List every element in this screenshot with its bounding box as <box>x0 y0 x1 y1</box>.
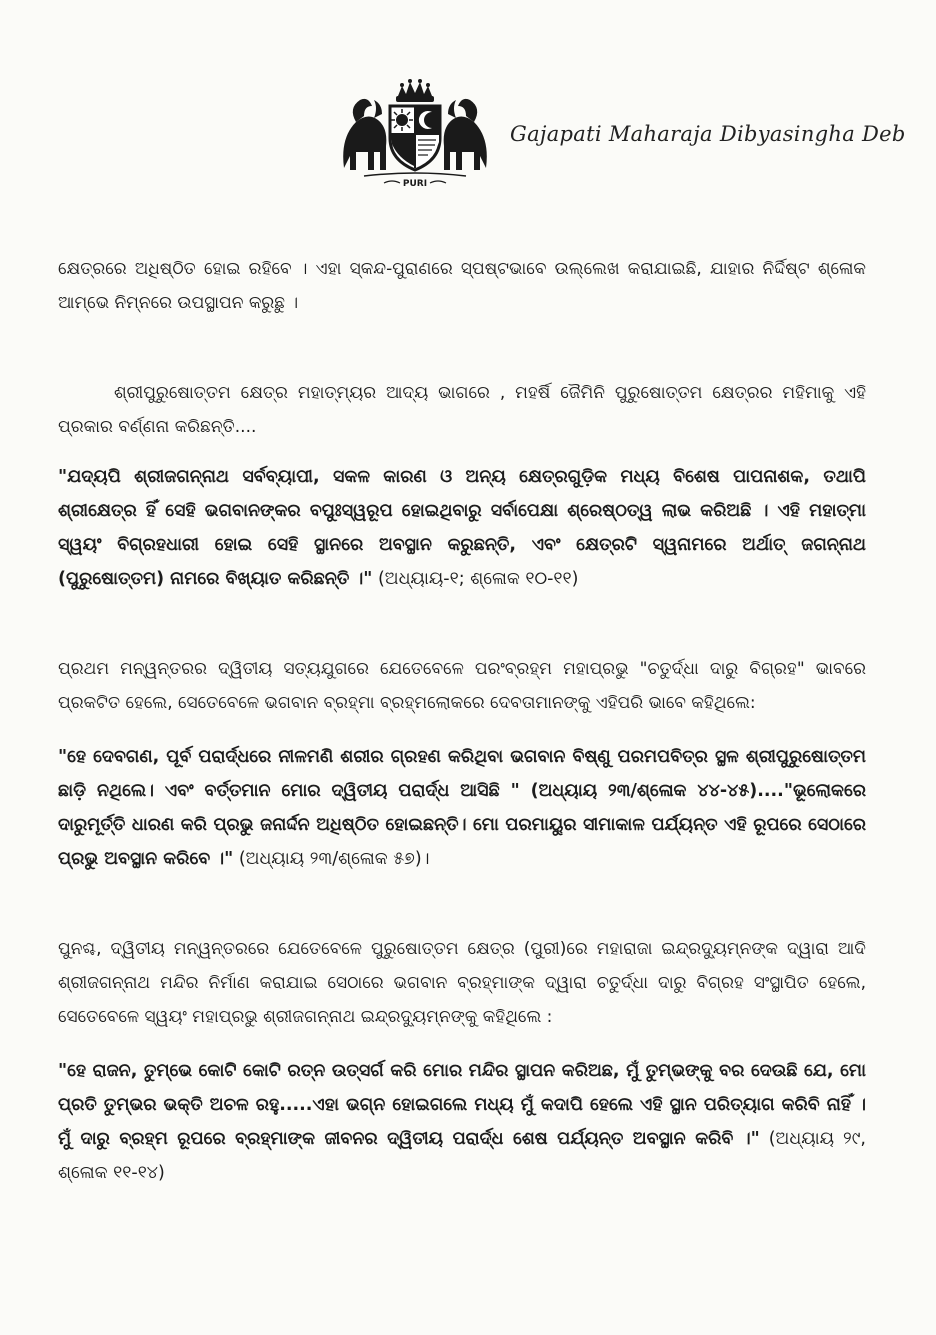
quote-jagannath <box>58 1054 866 1190</box>
letterhead <box>334 78 914 193</box>
quote-jaimini-reference: (ଅଧ୍ୟାୟ-୧; ଶ୍ଳୋକ ୧୦-୧୧) <box>372 569 579 589</box>
quote-brahma-text: "ହେ ଦେବଗଣ, ପୂର୍ବ ପରାର୍ଦ୍ଧରେ ନୀଳମଣି ଶରୀର ଗ୍ରହଣ କରିଥିବା ଭଗବାନ ବିଷ୍ଣୁ ପରମପବିତ୍ର ସ୍ଥଳ ଶ୍ରୀପୁରୁଷୋତ୍ତମ ଛାଡ଼ି ନଥିଲେ। ଏବଂ ବର୍ତ୍ତମାନ ମୋର ଦ୍ୱିତୀୟ ପରାର୍ଦ୍ଧ ଆସିଛି " (ଅଧ୍ୟାୟ ୨୩/ଶ୍ଳୋକ ୪୪-୪୫)...."ଭୂଲୋକରେ ଦାରୁମୂର୍ତ୍ତି ଧାରଣ କରି ପ୍ରଭୁ ଜନାର୍ଦ୍ଦନ ଅଧିଷ୍ଠିତ ହୋଇଛନ୍ତି। ମୋ ପରମାୟୁର ସୀମାକାଳ ପର୍ଯ୍ୟନ୍ତ ଏହି ରୂପରେ ସେଠାରେ ପ୍ରଭୁ ଅବସ୍ଥାନ କରିବେ ।" <box>58 747 866 869</box>
quote-jagannath-reference: (ଅଧ୍ୟାୟ ୨୯, ଶ୍ଳୋକ ୧୧-୧୪) <box>58 1129 866 1183</box>
paragraph-intro: କ୍ଷେତ୍ରରେ ଅଧିଷ୍ଠିତ ହୋଇ ରହିବେ । ଏହା ସ୍କନ୍ଦ-ପୁରାଣରେ ସ୍ପଷ୍ଟଭାବେ ଉଲ୍ଲେଖ କରାଯାଇଛି, ଯାହାର ନିର୍ଦ୍ଦିଷ୍ଟ ଶ୍ଳୋକ ଆମ୍ଭେ ନିମ୍ନରେ ଉପସ୍ଥାପନ କରୁଛୁ । <box>58 259 866 313</box>
paragraph-brahma: ପ୍ରଥମ ମନ୍ୱନ୍ତରର ଦ୍ୱିତୀୟ ସତ୍ୟଯୁଗରେ ଯେତେବେଳେ ପରଂବ୍ରହ୍ମ ମହାପ୍ରଭୁ "ଚତୁର୍ଦ୍ଧା ଦାରୁ ବିଗ୍ରହ" ଭାବରେ ପ୍ରକଟିତ ହେଲେ, ସେତେବେଳେ ଭଗବାନ ବ୍ରହ୍ମା ବ୍ରହ୍ମଲୋକରେ ଦେବତାମାନଙ୍କୁ ଏହିପରି ଭାବେ କହିଥିଲେ: <box>58 659 866 713</box>
quote-jagannath-text: "ହେ ରାଜନ, ତୁମ୍ଭେ କୋଟି କୋଟି ରତ୍ନ ଉତ୍ସର୍ଗ କରି ମୋର ମନ୍ଦିର ସ୍ଥାପନ କରିଅଛ, ମୁଁ ତୁମ୍ଭଙ୍କୁ ବର ଦେଉଛି ଯେ, ମୋ ପ୍ରତି ତୁମ୍ଭର ଭକ୍ତି ଅଚଳ ରହୁ.....ଏହା ଭଗ୍ନ ହୋଇଗଲେ ମଧ୍ୟ ମୁଁ କଦାପି ହେଲେ ଏହି ସ୍ଥାନ ପରିତ୍ୟାଗ କରିବି ନାହିଁ । ମୁଁ ଦାରୁ ବ୍ରହ୍ମ ରୂପରେ ବ୍ରହ୍ମାଙ୍କ ଜୀବନର ଦ୍ୱିତୀୟ ପରାର୍ଦ୍ଧ ଶେଷ ପର୍ଯ୍ୟନ୍ତ ଅବସ୍ଥାନ କରିବି ।" <box>58 1061 866 1149</box>
crest-emblem-icon <box>334 78 496 190</box>
paragraph-jaimini: ଶ୍ରୀପୁରୁଷୋତ୍ତମ କ୍ଷେତ୍ର ମହାତ୍ମ୍ୟର ଆଦ୍ୟ ଭାଗରେ , ମହର୍ଷି ଜୈମିନି ପୁରୁଷୋତ୍ତମ କ୍ଷେତ୍ରର ମହିମାକୁ ଏହି ପ୍ରକାର ବର୍ଣ୍ଣନା କରିଛନ୍ତି.... <box>58 383 866 437</box>
quote-brahma-reference: (ଅଧ୍ୟାୟ ୨୩/ଶ୍ଳୋକ ୫୭)। <box>233 849 430 869</box>
letter-body <box>58 252 866 1190</box>
crest-caption: PURI <box>402 179 428 189</box>
quote-jaimini-text: "ଯଦ୍ୟପି ଶ୍ରୀଜଗନ୍ନାଥ ସର୍ବବ୍ୟାପୀ, ସକଳ କାରଣ ଓ ଅନ୍ୟ କ୍ଷେତ୍ରଗୁଡ଼ିକ ମଧ୍ୟ ବିଶେଷ ପାପନାଶକ, ତଥାପି ଶ୍ରୀକ୍ଷେତ୍ର ହିଁ ସେହି ଭଗବାନଙ୍କର ବପୁଃସ୍ୱରୂପ ହୋଇଥିବାରୁ ସର୍ବାପେକ୍ଷା ଶ୍ରେଷ୍ଠତ୍ୱ ଲାଭ କରିଅଛି । ଏହି ମହାତ୍ମା ସ୍ୱୟଂ ବିଗ୍ରହଧାରୀ ହୋଇ ସେହି ସ୍ଥାନରେ ଅବସ୍ଥାନ କରୁଛନ୍ତି, ଏବଂ କ୍ଷେତ୍ରଟି ସ୍ୱନାମରେ ଅର୍ଥାତ୍ ଜଗନ୍ନାଥ (ପୁରୁଷୋତ୍ତମ) ନାମରେ ବିଖ୍ୟାତ କରିଛନ୍ତି ।" <box>58 467 866 589</box>
quote-brahma <box>58 740 866 876</box>
paragraph-indradyumna: ପୁନଶ୍ଚ, ଦ୍ୱିତୀୟ ମନ୍ୱନ୍ତରରେ ଯେତେବେଳେ ପୁରୁଷୋତ୍ତମ କ୍ଷେତ୍ର (ପୁରୀ)ରେ ମହାରାଜା ଇନ୍ଦ୍ରଦ୍ୟୁମ୍ନଙ୍କ ଦ୍ୱାରା ଆଦି ଶ୍ରୀଜଗନ୍ନାଥ ମନ୍ଦିର ନିର୍ମାଣ କରାଯାଇ ସେଠାରେ ଭଗବାନ ବ୍ରହ୍ମାଙ୍କ ଦ୍ୱାରା ଚତୁର୍ଦ୍ଧା ଦାରୁ ବିଗ୍ରହ ସଂସ୍ଥାପିତ ହେଲେ, ସେତେବେଳେ ସ୍ୱୟଂ ମହାପ୍ରଭୁ ଶ୍ରୀଜଗନ୍ନାଥ ଇନ୍ଦ୍ରଦ୍ୟୁମ୍ନଙ୍କୁ କହିଥିଲେ : <box>58 939 866 1027</box>
royal-crest-logo <box>334 78 496 190</box>
maharaja-name-heading: Gajapati Maharaja Dibyasingha Deb <box>510 122 906 146</box>
quote-jaimini <box>58 460 866 596</box>
